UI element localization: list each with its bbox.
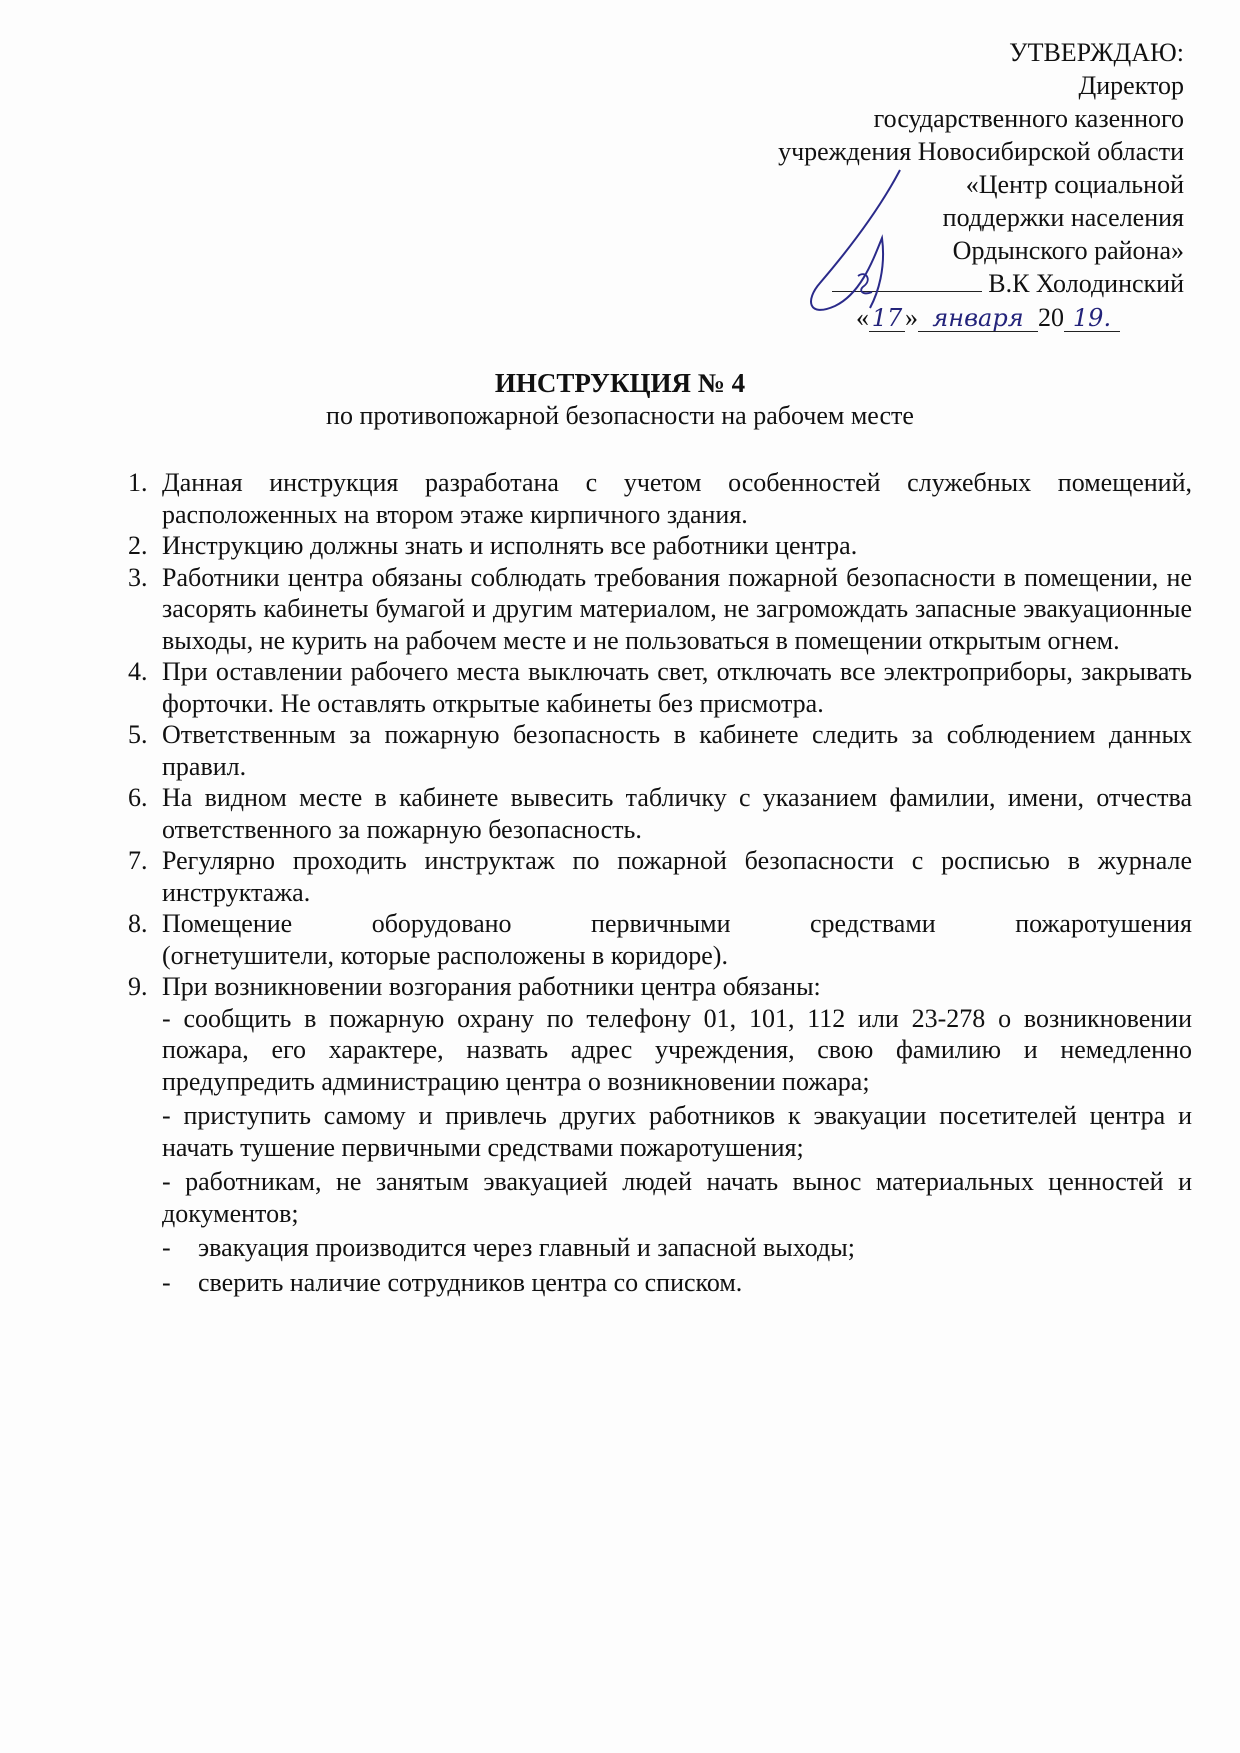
list-item	[128, 782, 1192, 845]
approval-heading: УТВЕРЖДАЮ:	[1009, 38, 1184, 67]
item-text: Помещение оборудовано первичными средствами пожаротушения	[162, 909, 1192, 938]
title-block	[0, 366, 1240, 432]
item-text: При оставлении рабочего места выключать свет, отключать все электроприборы, закрывать форточки. Не оставлять открытые кабинеты без присмотра.	[162, 657, 1192, 718]
list-item	[128, 467, 1192, 530]
item-text: На видном месте в кабинете вывесить табличку с указанием фамилии, имени, отчества ответственного за пожарную безопасность.	[162, 783, 1192, 844]
sub-item: - приступить самому и привлечь других работников к эвакуации посетителей центра и начать тушение первичными средствами пожаротушения;	[162, 1101, 1192, 1162]
item-text: Работники центра обязаны соблюдать требования пожарной безопасности в помещении, не засорять кабинеты бумагой и другим материалом, не загромождать запасные эвакуационные выходы, не курить на рабочем месте и не пользоваться в помещении открытым огнем.	[162, 562, 1192, 655]
date-year-suffix: 19.	[1064, 305, 1120, 332]
item-number: 5.	[128, 720, 148, 749]
item-number: 9.	[128, 972, 148, 1001]
list-item	[128, 562, 1192, 657]
item-number: 8.	[128, 909, 148, 938]
sub-item: - сообщить в пожарную охрану по телефону 01, 101, 112 или 23-278 о возникновении пожара, его характере, назвать адрес учреждения, свою фамилию и немедленно предупредить администрацию центра о возникновении пожара;	[162, 1003, 1192, 1096]
date-month: января	[918, 305, 1038, 332]
item-text: Регулярно проходить инструктаж по пожарной безопасности с росписью в журнале инструктажа.	[162, 846, 1192, 907]
item-number: 7.	[128, 846, 148, 875]
instruction-list	[128, 467, 1192, 1301]
sub-item	[162, 1232, 1192, 1264]
list-item	[128, 530, 1192, 562]
approval-line: Ордынского района»	[952, 236, 1184, 265]
date-close-quote: »	[905, 303, 918, 332]
item-text: При возникновении возгорания работники центра обязаны:	[162, 972, 821, 1001]
approval-line: Директор	[1078, 71, 1184, 100]
approval-line: учреждения Новосибирской области	[778, 137, 1184, 166]
item-number: 4.	[128, 657, 148, 686]
approval-line: поддержки населения	[942, 203, 1184, 232]
list-item	[128, 908, 1192, 971]
item-text: Данная инструкция разработана с учетом особенностей служебных помещений, расположенных на втором этаже кирпичного здания.	[162, 468, 1192, 529]
item-text: (огнетушители, которые расположены в коридоре).	[162, 940, 728, 970]
item-number: 1.	[128, 468, 148, 497]
item-text: Ответственным за пожарную безопасность в кабинете следить за соблюдением данных правил.	[162, 720, 1192, 781]
date-open-quote: «	[856, 303, 869, 332]
document-subtitle: по противопожарной безопасности на рабочем месте	[326, 401, 914, 430]
list-item	[128, 845, 1192, 908]
item-text: Инструкцию должны знать и исполнять все работники центра.	[162, 531, 858, 560]
item-number: 6.	[128, 783, 148, 812]
approval-line: «Центр социальной	[965, 170, 1184, 199]
approval-line: государственного казенного	[873, 104, 1184, 133]
item-number: 3.	[128, 562, 148, 592]
dash-marker: -	[162, 1233, 171, 1262]
sub-item-text: эвакуация производится через главный и запасной выходы;	[198, 1233, 855, 1262]
handwritten-signature	[800, 168, 920, 318]
sub-item-text: сверить наличие сотрудников центра со списком.	[198, 1267, 743, 1297]
signatory-name: В.К Холодинский	[988, 269, 1184, 298]
list-item	[128, 719, 1192, 782]
sub-list	[128, 1003, 1192, 1299]
sub-item	[162, 1267, 1192, 1299]
date-day: 17	[869, 305, 905, 332]
dash-marker: -	[162, 1267, 171, 1297]
list-item	[128, 971, 1192, 1003]
document-title: ИНСТРУКЦИЯ № 4	[494, 368, 746, 398]
list-item	[128, 656, 1192, 719]
item-number: 2.	[128, 531, 148, 560]
sub-item: - работникам, не занятым эвакуацией людей начать вынос материальных ценностей и документов;	[162, 1167, 1192, 1228]
date-year-prefix: 20	[1038, 303, 1064, 332]
